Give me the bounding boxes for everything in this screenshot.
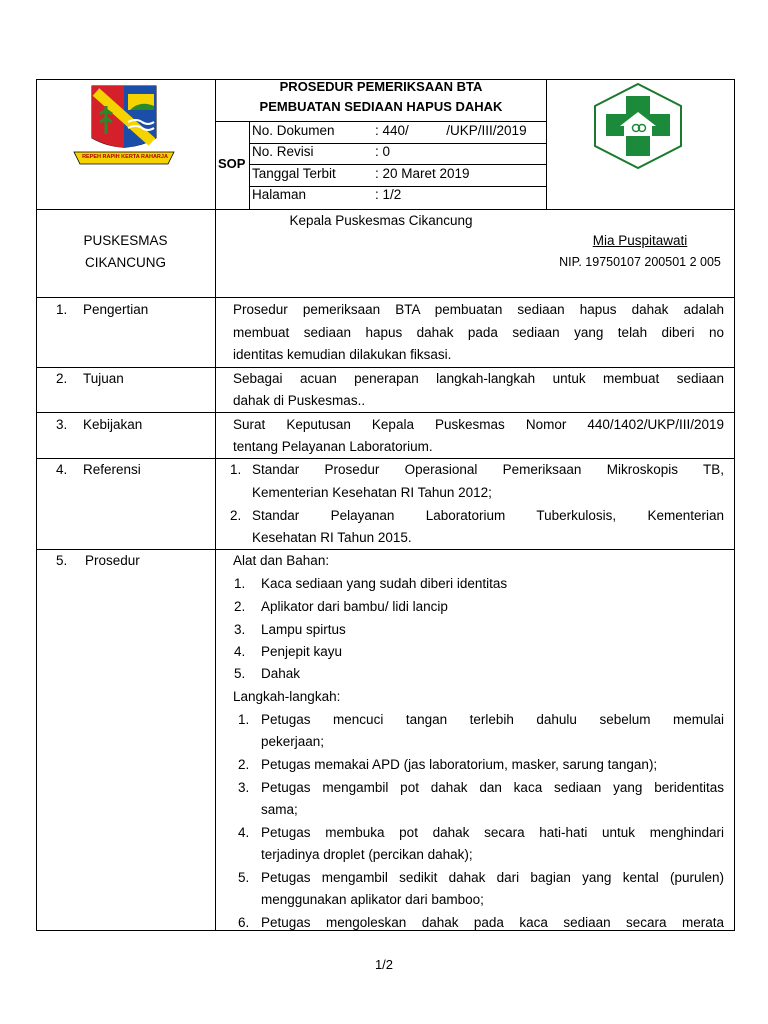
signer-title: Kepala Puskesmas Cikancung bbox=[289, 213, 473, 228]
material-number: 4. bbox=[234, 644, 246, 659]
material-item: Kaca sediaan yang sudah diberi identitas bbox=[261, 576, 508, 591]
step-number: 4. bbox=[238, 825, 250, 840]
reference-text: Standar Pelayanan Laboratorium Tuberkulosis, Kementerian bbox=[252, 508, 724, 523]
section-1-number: 1. bbox=[56, 302, 68, 317]
step-text: Petugas membuka pot dahak secara hati-hati untuk menghindari bbox=[261, 825, 724, 840]
sop-label: SOP bbox=[218, 156, 246, 171]
document-title-line1: PROSEDUR PEMERIKSAAN BTA bbox=[279, 79, 483, 94]
reference-text: Kesehatan RI Tahun 2015. bbox=[252, 530, 412, 545]
steps-heading: Langkah-langkah: bbox=[233, 689, 341, 704]
step-text: pekerjaan; bbox=[261, 734, 325, 749]
section-4-title: Referensi bbox=[83, 462, 141, 477]
revision-label: No. Revisi bbox=[252, 144, 314, 159]
step-text: Petugas mencuci tangan terlebih dahulu sebelum memulai bbox=[261, 712, 724, 727]
step-text: Petugas mengambil pot dahak dan kaca sediaan yang beridentitas bbox=[261, 780, 724, 795]
section-5-number: 5. bbox=[56, 553, 68, 568]
signer-name: Mia Puspitawati bbox=[592, 233, 688, 248]
step-text: Petugas mengoleskan dahak pada kaca sediaan secara merata bbox=[261, 915, 724, 930]
step-number: 6. bbox=[238, 915, 250, 930]
material-item: Dahak bbox=[261, 666, 301, 681]
material-item: Penjepit kayu bbox=[261, 644, 343, 659]
section-5-title: Prosedur bbox=[85, 553, 140, 568]
section-3-number: 3. bbox=[56, 417, 68, 432]
step-text: terjadinya droplet (percikan dahak); bbox=[261, 847, 473, 862]
step-text: menggunakan aplikator dari bamboo; bbox=[261, 892, 484, 907]
material-number: 2. bbox=[234, 599, 246, 614]
section-1-line: membuat sediaan hapus dahak pada sediaan yang telah diberi no bbox=[233, 325, 724, 340]
step-number: 5. bbox=[238, 870, 250, 885]
logo-banner-text: REPEH RAPIH KERTA RAHARJA bbox=[82, 154, 168, 160]
document-title-line2: PEMBUATAN SEDIAAN HAPUS DAHAK bbox=[259, 99, 503, 114]
puskesmas-logo bbox=[592, 82, 684, 170]
org-name-line2: CIKANCUNG bbox=[84, 255, 166, 270]
step-number: 3. bbox=[238, 780, 250, 795]
step-number: 2. bbox=[238, 757, 250, 772]
step-text: sama; bbox=[261, 802, 298, 817]
material-item: Aplikator dari bambu/ lidi lancip bbox=[261, 599, 448, 614]
section-2-number: 2. bbox=[56, 371, 68, 386]
page-label: Halaman bbox=[252, 187, 307, 202]
section-1-title: Pengertian bbox=[83, 302, 149, 317]
material-number: 3. bbox=[234, 622, 246, 637]
page-number: 1/2 bbox=[374, 957, 394, 972]
signer-nip: NIP. 19750107 200501 2 005 bbox=[559, 255, 721, 269]
reference-number: 1. bbox=[230, 462, 242, 477]
section-2-line: Sebagai acuan penerapan langkah-langkah untuk membuat sediaan bbox=[233, 371, 724, 386]
section-1-line: Prosedur pemeriksaan BTA pembuatan sediaan hapus dahak adalah bbox=[233, 302, 724, 317]
issue-date-label: Tanggal Terbit bbox=[252, 166, 336, 181]
materials-heading: Alat dan Bahan: bbox=[233, 553, 330, 568]
section-1-line: identitas kemudian dilakukan fiksasi. bbox=[233, 347, 452, 362]
material-item: Lampu spirtus bbox=[261, 622, 346, 637]
section-2-line: dahak di Puskesmas.. bbox=[233, 393, 366, 408]
section-2-title: Tujuan bbox=[83, 371, 124, 386]
material-number: 1. bbox=[234, 576, 246, 591]
issue-date-value: : 20 Maret 2019 bbox=[375, 166, 470, 181]
section-4-number: 4. bbox=[56, 462, 68, 477]
material-number: 5. bbox=[234, 666, 246, 681]
reference-text: Standar Prosedur Operasional Pemeriksaan Mikroskopis TB, bbox=[252, 462, 724, 477]
reference-text: Kementerian Kesehatan RI Tahun 2012; bbox=[252, 485, 492, 500]
step-text: Petugas mengambil sedikit dahak dari bagian yang kental (purulen) bbox=[261, 870, 724, 885]
reference-number: 2. bbox=[230, 508, 242, 523]
section-3-line: tentang Pelayanan Laboratorium. bbox=[233, 439, 433, 454]
doc-number-value: : 440/ /UKP/III/2019 bbox=[375, 123, 527, 138]
step-text: Petugas memakai APD (jas laboratorium, masker, sarung tangan); bbox=[261, 757, 658, 772]
revision-value: : 0 bbox=[375, 144, 391, 159]
section-3-title: Kebijakan bbox=[83, 417, 143, 432]
page-value: : 1/2 bbox=[375, 187, 402, 202]
step-number: 1. bbox=[238, 712, 250, 727]
org-name-line1: PUSKESMAS bbox=[83, 233, 168, 248]
doc-number-label: No. Dokumen bbox=[252, 123, 335, 138]
section-3-line: Surat Keputusan Kepala Puskesmas Nomor 440/1402/UKP/III/2019 bbox=[233, 417, 724, 432]
